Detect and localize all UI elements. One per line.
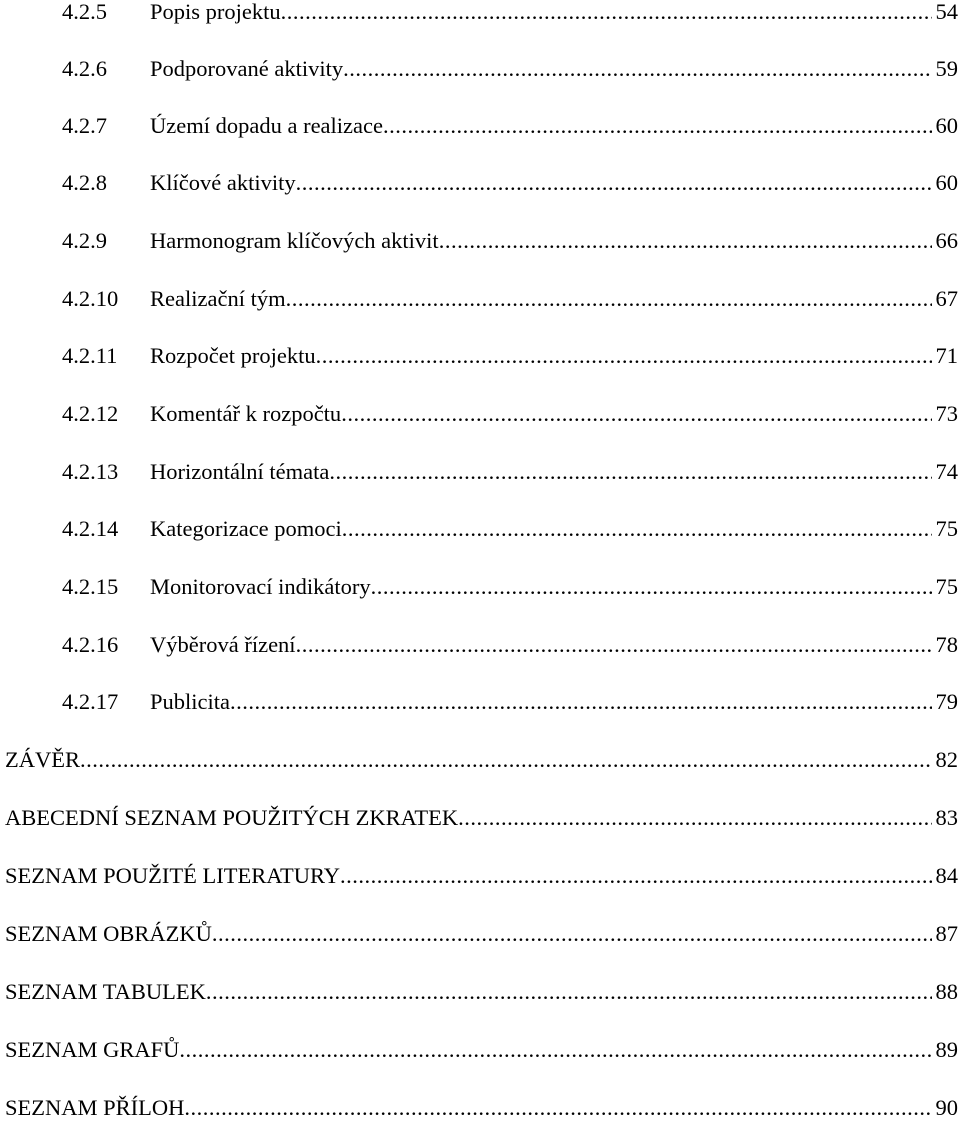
section-number: 4.2.13 <box>62 459 119 484</box>
page-number: 84 <box>935 863 958 888</box>
toc-entry-appendices[interactable] <box>0 1088 960 1128</box>
page-number: 75 <box>935 574 958 599</box>
dot-leader <box>383 106 932 146</box>
page-number: 79 <box>935 689 958 714</box>
section-title: SEZNAM GRAFŮ <box>5 1037 180 1062</box>
section-title: Komentář k rozpočtu <box>150 401 342 426</box>
toc-entry-4-2-11[interactable] <box>0 336 960 376</box>
page-number: 73 <box>935 401 958 426</box>
section-title: Harmonogram klíčových aktivit <box>150 228 439 253</box>
dot-leader <box>296 625 932 665</box>
page-number: 88 <box>935 979 958 1004</box>
dot-leader <box>80 740 932 780</box>
section-number: 4.2.11 <box>62 343 118 368</box>
section-title: Publicita <box>150 689 230 714</box>
toc-entry-4-2-15[interactable] <box>0 567 960 607</box>
section-title: Území dopadu a realizace <box>150 113 383 138</box>
section-number: 4.2.8 <box>62 170 107 195</box>
toc-entry-4-2-7[interactable] <box>0 106 960 146</box>
dot-leader <box>341 394 931 434</box>
toc-entry-4-2-5[interactable] <box>0 0 960 32</box>
toc-entry-4-2-8[interactable] <box>0 163 960 203</box>
dot-leader <box>286 279 932 319</box>
page-number: 87 <box>935 921 958 946</box>
dot-leader <box>316 336 932 376</box>
page-number: 83 <box>935 805 958 830</box>
section-title: Realizační tým <box>150 286 286 311</box>
section-title: SEZNAM OBRÁZKŮ <box>5 921 212 946</box>
section-title: Kategorizace pomoci <box>150 516 342 541</box>
section-number: 4.2.9 <box>62 228 107 253</box>
dot-leader <box>343 49 931 89</box>
page-number: 71 <box>935 343 958 368</box>
dot-leader <box>371 567 932 607</box>
section-title: SEZNAM POUŽITÉ LITERATURY <box>5 863 340 888</box>
page-number: 59 <box>935 56 958 81</box>
page-number: 66 <box>935 228 958 253</box>
page-number: 90 <box>935 1095 958 1120</box>
toc-entry-tables[interactable] <box>0 972 960 1012</box>
section-title: Rozpočet projektu <box>150 343 316 368</box>
page-number: 78 <box>935 632 958 657</box>
section-number: 4.2.16 <box>62 632 119 657</box>
toc-entry-4-2-10[interactable] <box>0 279 960 319</box>
section-number: 4.2.10 <box>62 286 119 311</box>
section-title: Popis projektu <box>150 0 281 24</box>
page-number: 60 <box>935 170 958 195</box>
section-number: 4.2.6 <box>62 56 107 81</box>
toc-entry-abbreviations[interactable] <box>0 798 960 838</box>
page-number: 82 <box>935 747 958 772</box>
toc-entry-4-2-6[interactable] <box>0 49 960 89</box>
toc-entry-4-2-12[interactable] <box>0 394 960 434</box>
page-number: 67 <box>935 286 958 311</box>
section-number: 4.2.14 <box>62 516 119 541</box>
toc-entry-4-2-16[interactable] <box>0 625 960 665</box>
section-title: Výběrová řízení <box>150 632 296 657</box>
dot-leader <box>184 1088 931 1128</box>
section-title: Klíčové aktivity <box>150 170 296 195</box>
section-title: Podporované aktivity <box>150 56 344 81</box>
dot-leader <box>179 1030 931 1070</box>
dot-leader <box>329 452 931 492</box>
section-title: ZÁVĚR <box>5 747 80 772</box>
dot-leader <box>206 972 932 1012</box>
section-number: 4.2.7 <box>62 113 107 138</box>
toc-entry-4-2-17[interactable] <box>0 682 960 722</box>
toc-entry-figures[interactable] <box>0 914 960 954</box>
page-number: 75 <box>935 516 958 541</box>
section-number: 4.2.5 <box>62 0 107 24</box>
dot-leader <box>212 914 932 954</box>
toc-entry-literature[interactable] <box>0 856 960 896</box>
dot-leader <box>458 798 931 838</box>
section-number: 4.2.17 <box>62 689 119 714</box>
toc-entry-4-2-9[interactable] <box>0 221 960 261</box>
toc-entry-zaver[interactable] <box>0 740 960 780</box>
dot-leader <box>439 221 932 261</box>
page-number: 54 <box>935 0 958 24</box>
dot-leader <box>296 163 932 203</box>
dot-leader <box>340 856 932 896</box>
section-title: ABECEDNÍ SEZNAM POUŽITÝCH ZKRATEK <box>5 805 459 830</box>
toc-entry-4-2-14[interactable] <box>0 509 960 549</box>
section-number: 4.2.15 <box>62 574 119 599</box>
toc-entry-graphs[interactable] <box>0 1030 960 1070</box>
page-number: 60 <box>935 113 958 138</box>
dot-leader <box>342 509 932 549</box>
section-title: SEZNAM PŘÍLOH <box>5 1095 185 1120</box>
dot-leader <box>230 682 932 722</box>
section-title: Horizontální témata <box>150 459 330 484</box>
page-number: 89 <box>935 1037 958 1062</box>
section-number: 4.2.12 <box>62 401 119 426</box>
section-title: SEZNAM TABULEK <box>5 979 206 1004</box>
dot-leader <box>281 0 932 32</box>
page-number: 74 <box>935 459 958 484</box>
section-title: Monitorovací indikátory <box>150 574 371 599</box>
toc-entry-4-2-13[interactable] <box>0 452 960 492</box>
